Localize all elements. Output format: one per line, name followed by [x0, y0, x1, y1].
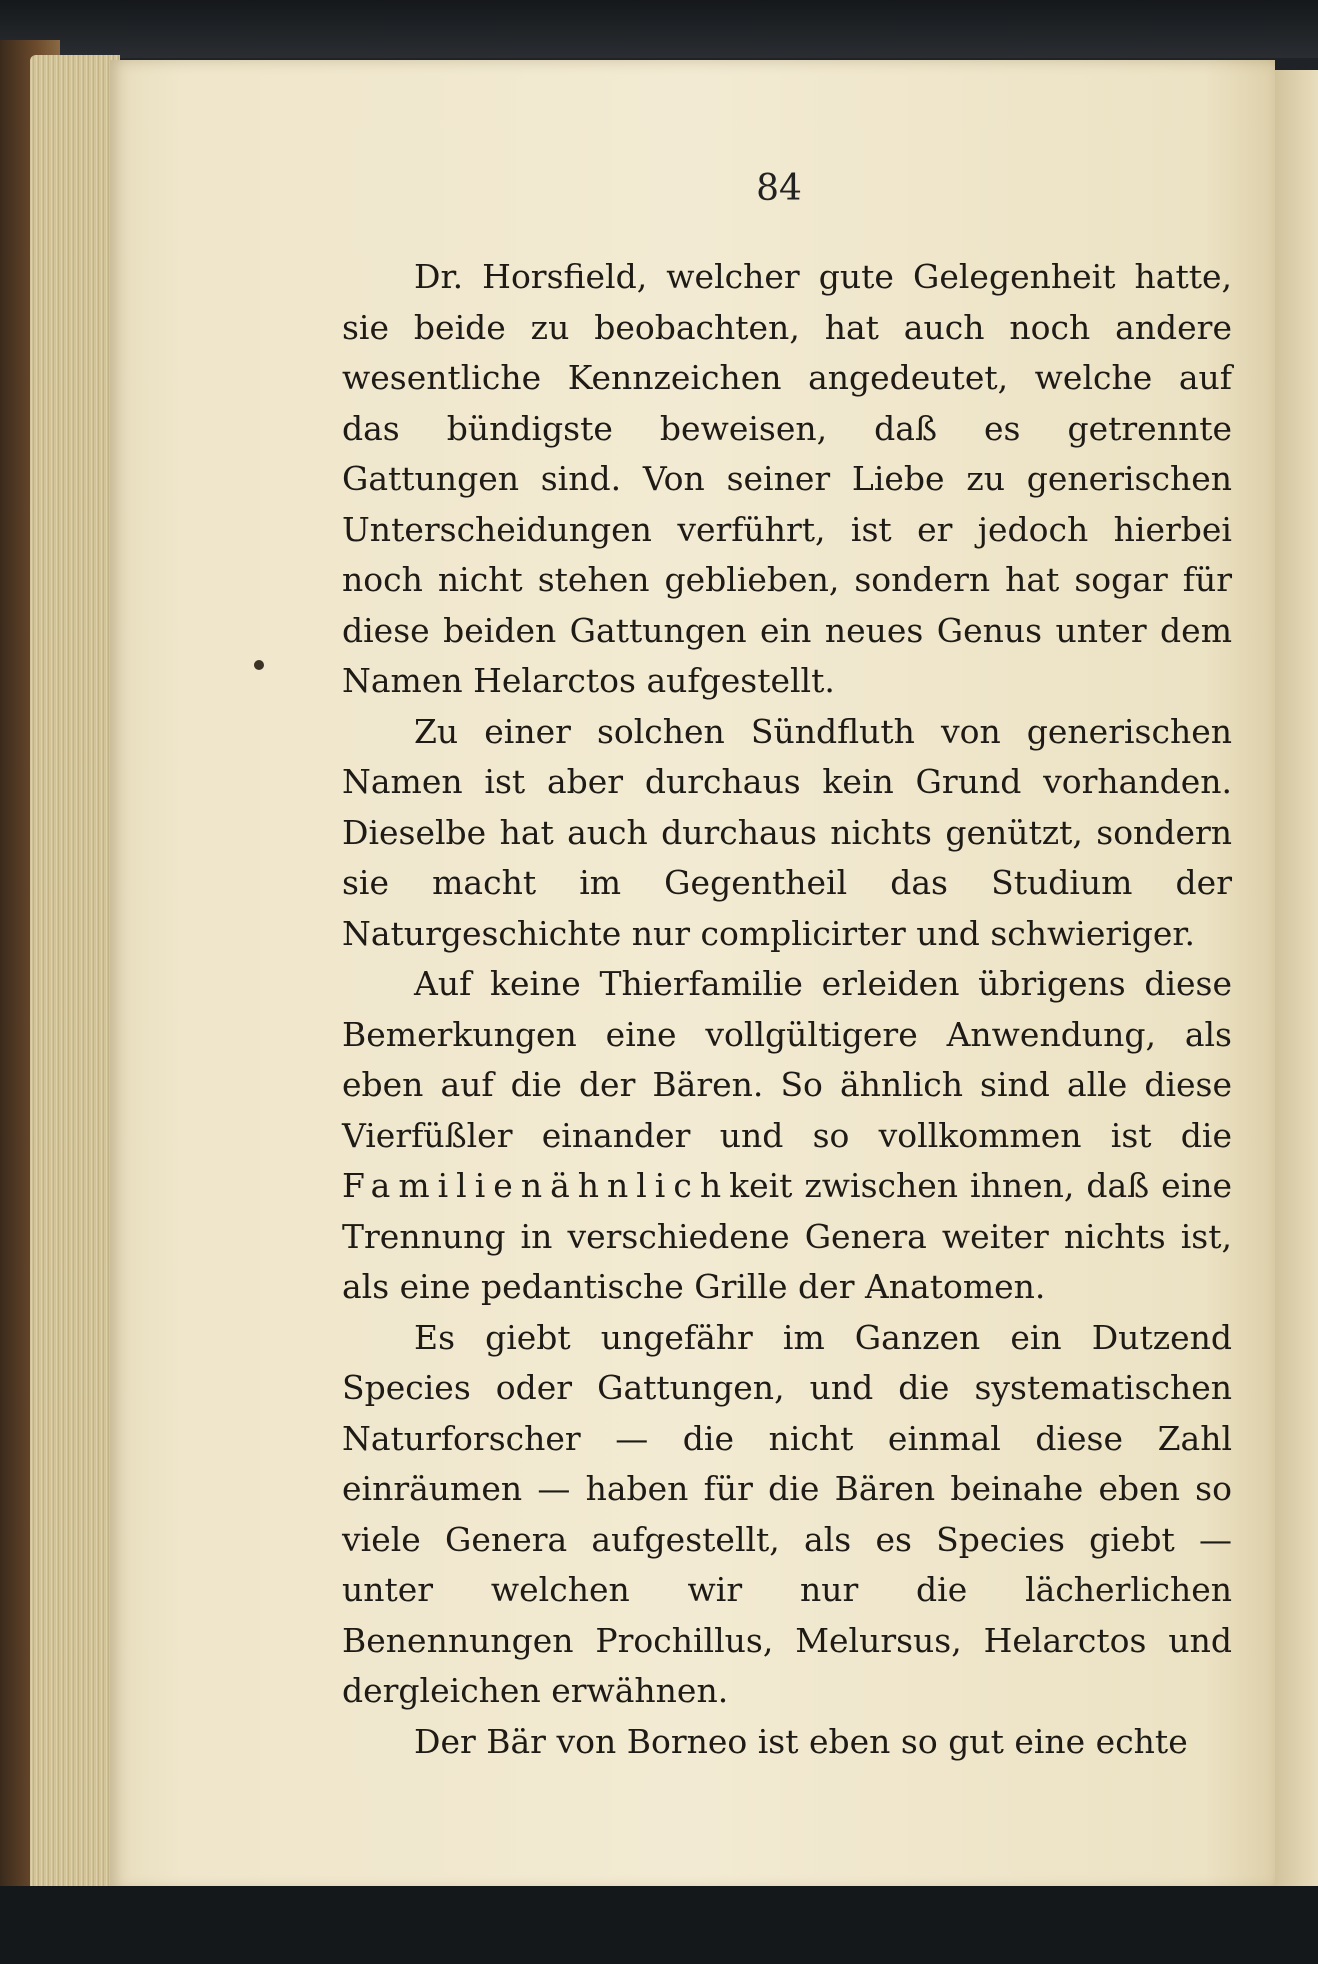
paragraph-3-emphasis: Familienähnlich [342, 1166, 730, 1205]
paragraph-2: Zu einer solchen Sündfluth von generischen Namen ist aber durchaus kein Grund vorhanden. Dieselbe hat auch durchaus nichts genützt, sondern sie macht im Gegentheil das Studium der Naturgeschichte nur complicirter und schwieriger. [342, 711, 1232, 953]
paragraph-4: Es giebt ungefähr im Ganzen ein Dutzend Species oder Gattungen, und die systematischen Naturforscher — die nicht einmal diese Zahl einräumen — haben für die Bären beinahe eben so viele Genera aufgestellt, als es Species giebt — unter welchen wir nur die lächerlichen Benennungen Prochillus, Melursus, Helarctos und dergleichen erwähnen. [342, 1317, 1232, 1710]
paragraph-5: Der Bär von Borneo ist eben so gut eine echte [414, 1721, 1188, 1761]
background-top [0, 0, 1318, 58]
page-edges [30, 55, 120, 1915]
ink-fleck [254, 660, 264, 670]
background-bottom [0, 1886, 1318, 1964]
paragraph-3 [342, 959, 1232, 1313]
paragraph-3-after: keit zwischen ihnen, daß eine Trennung in verschiedene Genera weiter nichts ist, als eine pedantische Grille der Anatomen. [342, 1166, 1232, 1306]
body-text [342, 252, 1232, 1767]
paragraph-1: Dr. Horsfield, welcher gute Gelegenheit hatte, sie beide zu beobachten, hat auch noch andere wesentliche Kennzeichen angedeutet, welche auf das bündigste beweisen, daß es getrennte Gattungen sind. Von seiner Liebe zu generischen Unterscheidungen verführt, ist er jedoch hierbei noch nicht stehen geblieben, sondern hat sogar für diese beiden Gattungen ein neues Genus unter dem Namen Helarctos aufgestellt. [342, 257, 1232, 700]
paragraph-3-before: Auf keine Thierfamilie erleiden übrigens diese Bemerkungen eine vollgültigere Anwendung, als eben auf die der Bären. So ähnlich sind alle diese Vierfüßler einander und so vollkommen ist die [342, 964, 1232, 1155]
facing-page-edge [1272, 70, 1318, 1910]
page-number: 84 [756, 168, 802, 209]
